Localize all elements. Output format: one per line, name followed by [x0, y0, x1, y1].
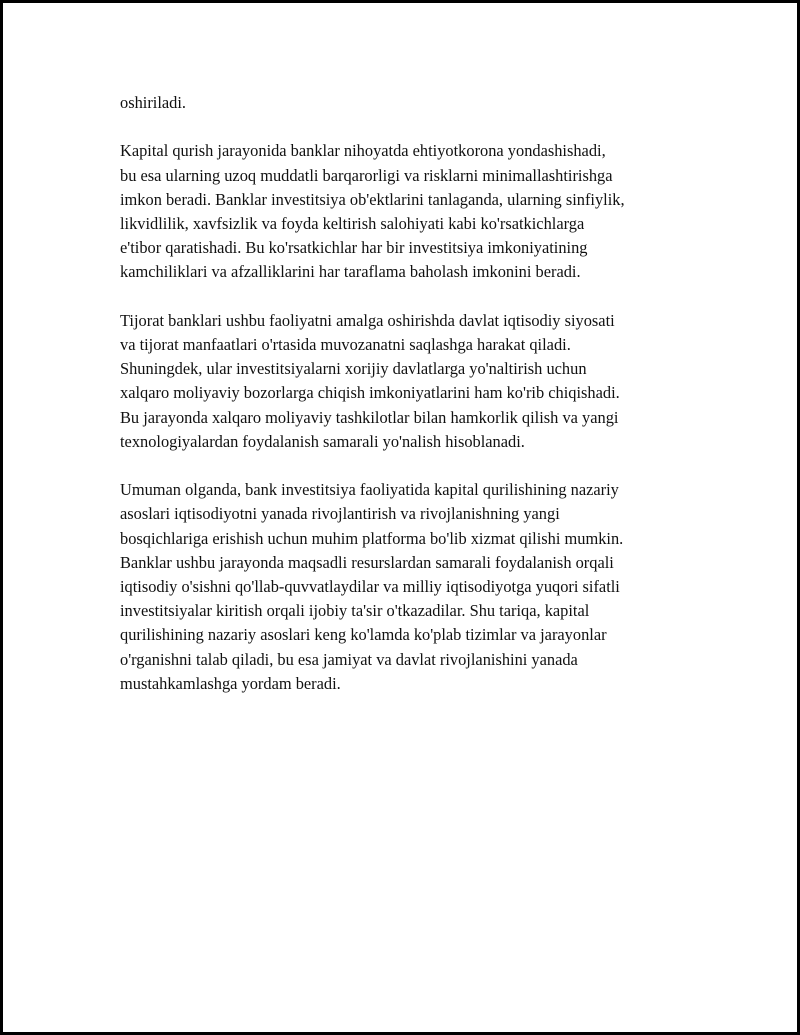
document-body — [120, 91, 690, 720]
paragraph-commercial-banks: Tijorat banklari ushbu faoliyatni amalga oshirishda davlat iqtisodiy siyosati va tijorat manfaatlari o'rtasida muvozanatni saqlashga harakat qiladi. Shuningdek, ular investitsiyalarni xorijiy davlatlarga yo'naltirish uchun xalqaro moliyaviy bozorlarga chiqish imkoniyatlarini ham ko'rib chiqishadi. Bu jarayonda xalqaro moliyaviy tashkilotlar bilan hamkorlik qilish va yangi texnologiyalardan foydalanish samarali yo'nalish hisoblanadi. — [120, 310, 620, 451]
paragraph-continuation: oshiriladi. — [120, 93, 187, 112]
paragraph-conclusion: Umuman olganda, bank investitsiya faoliyatida kapital qurilishining nazariy asoslari iqtisodiyotni yanada rivojlantirish va rivojlanishning yangi bosqichlariga erishish uchun muhim platforma bo'lib xizmat qilishi mumkin. Banklar ushbu jarayonda maqsadli resurslardan samarali foydalanish orqali iqtisodiy o'sishni qo'llab-quvvatlaydilar va milliy iqtisodiyotga yuqori sifatli investitsiyalar kiritish orqali ijobiy ta'sir o'tkazadilar. Shu tariqa, kapital qurilishining nazariy asoslari keng ko'lamda ko'plab tizimlar va jarayonlar o'rganishni talab qiladi, bu esa jamiyat va davlat rivojlanishini yanada mustahkamlashga yordam beradi. — [120, 480, 624, 693]
paragraph-capital-construction: Kapital qurish jarayonida banklar nihoyatda ehtiyotkorona yondashishadi, bu esa ularning uzoq muddatli barqarorligi va risklarni minimallashtirishga imkon beradi. Banklar investitsiya ob'ektlarini tanlaganda, ularning sinfiylik, likvidlilik, xavfsizlik va foyda keltirish salohiyati kabi ko'rsatkichlarga e'tibor qaratishadi. Bu ko'rsatkichlar har bir investitsiya imkoniyatining kamchiliklari va afzalliklarini har taraflama baholash imkonini beradi. — [120, 141, 625, 282]
